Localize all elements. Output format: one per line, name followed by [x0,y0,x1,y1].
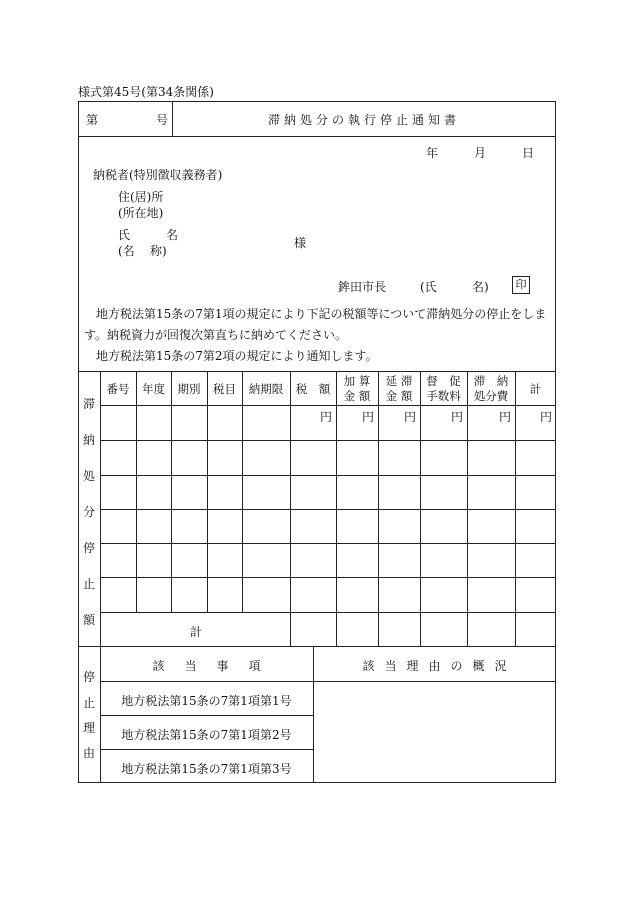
amount-row-line [100,543,556,544]
amount-side-label-5: 停 [82,541,95,555]
name-label-2: 名 [166,228,179,242]
col-due: 納期限 [248,382,284,396]
amount-table-top [78,371,556,372]
number-suffix: 号 [156,113,169,127]
unit-total: 円 [539,410,552,424]
reason-item-2: 地方税法第15条の7第1項第2号 [121,728,292,742]
col-delinquency-2: 金 額 [385,389,413,403]
amount-side-label-7: 額 [82,613,95,627]
col-tax-amount: 税 額 [295,382,331,396]
reason-table-top [78,646,556,647]
col-additional-1: 加 算 [343,374,371,388]
amount-col-line [171,371,172,612]
notice-paragraph-1: 地方税法第15条の7第1項の規定により下記の税額等について滞納処分の停止をします。納税資力が回復次第直ちに納めてください。 [84,307,547,342]
header-bottom-line [78,136,556,137]
date-month: 月 [474,146,487,160]
honorific: 様 [294,236,307,250]
issuer-name-close: 名) [472,280,489,294]
amount-row-line [100,475,556,476]
amount-row-line [100,612,556,613]
amount-side-label-4: 分 [82,505,95,519]
col-demand-1: 督 促 [426,374,461,388]
amount-row-line [100,577,556,578]
amount-col-line [207,371,208,612]
address-label: 住(居)所 [118,190,164,204]
unit-disposition: 円 [498,410,511,424]
col-delinquency-1: 延 滞 [385,374,413,388]
address-label-2: (所在地) [118,206,164,220]
reason-side-label-3: 理 [82,721,95,735]
name-label-1: 氏 [118,228,131,242]
reason-item-3: 地方税法第15条の7第1項第3号 [121,762,292,776]
taxpayer-label: 納税者(特別徴収義務者) [93,168,223,182]
unit-additional: 円 [361,410,374,424]
amount-col-line [242,371,243,612]
unit-tax-amount: 円 [319,410,332,424]
notice-paragraph-2: 地方税法第15条の7第2項の規定により通知します。 [96,349,378,363]
amount-side-label-6: 止 [82,577,95,591]
date-year: 年 [426,146,439,160]
col-demand-2: 手数料 [426,389,461,403]
amount-side-label-1: 滞 [82,397,95,411]
amount-side-label-2: 納 [82,433,95,447]
unit-demand: 円 [450,410,463,424]
reason-item-1: 地方税法第15条の7第1項第1号 [121,694,292,708]
reason-side-label-4: 由 [82,746,95,760]
amount-row-line [100,509,556,510]
issuer-name-open: (氏 [420,280,437,294]
amount-total-label: 計 [190,625,203,639]
col-year: 年度 [142,382,165,396]
col-tax-item: 税目 [213,382,236,396]
col-number: 番号 [106,382,130,396]
amount-col-line [136,371,137,612]
col-disposition-2: 処分費 [473,389,509,403]
amount-row-line [100,405,556,406]
reason-row-line-2 [100,749,313,750]
form-label: 様式第45号(第34条関係) [78,85,214,99]
reason-header-bottom [100,681,556,682]
date-day: 日 [522,146,535,160]
reason-header-detail: 該当理由の概況 [362,659,517,673]
reason-header-item: 該当事項 [152,659,281,673]
amount-side-label-3: 処 [82,469,95,483]
reason-side-label-2: 止 [82,696,95,710]
unit-delinquency: 円 [403,410,416,424]
name-label-4: 称) [150,244,167,258]
reason-row-line-1 [100,715,313,716]
col-total: 計 [529,382,542,396]
seal-mark: 印 [512,276,530,294]
col-period: 期別 [177,382,201,396]
document-title: 滞納処分の執行停止通知書 [267,113,460,127]
reason-side-label-1: 停 [82,670,95,684]
amount-row-line [100,440,556,441]
issuer-title: 鉾田市長 [338,280,387,294]
name-label-3: (名 [118,244,135,258]
col-disposition-1: 滞 納 [473,374,509,388]
number-prefix: 第 [86,113,99,127]
col-additional-2: 金 額 [343,389,371,403]
